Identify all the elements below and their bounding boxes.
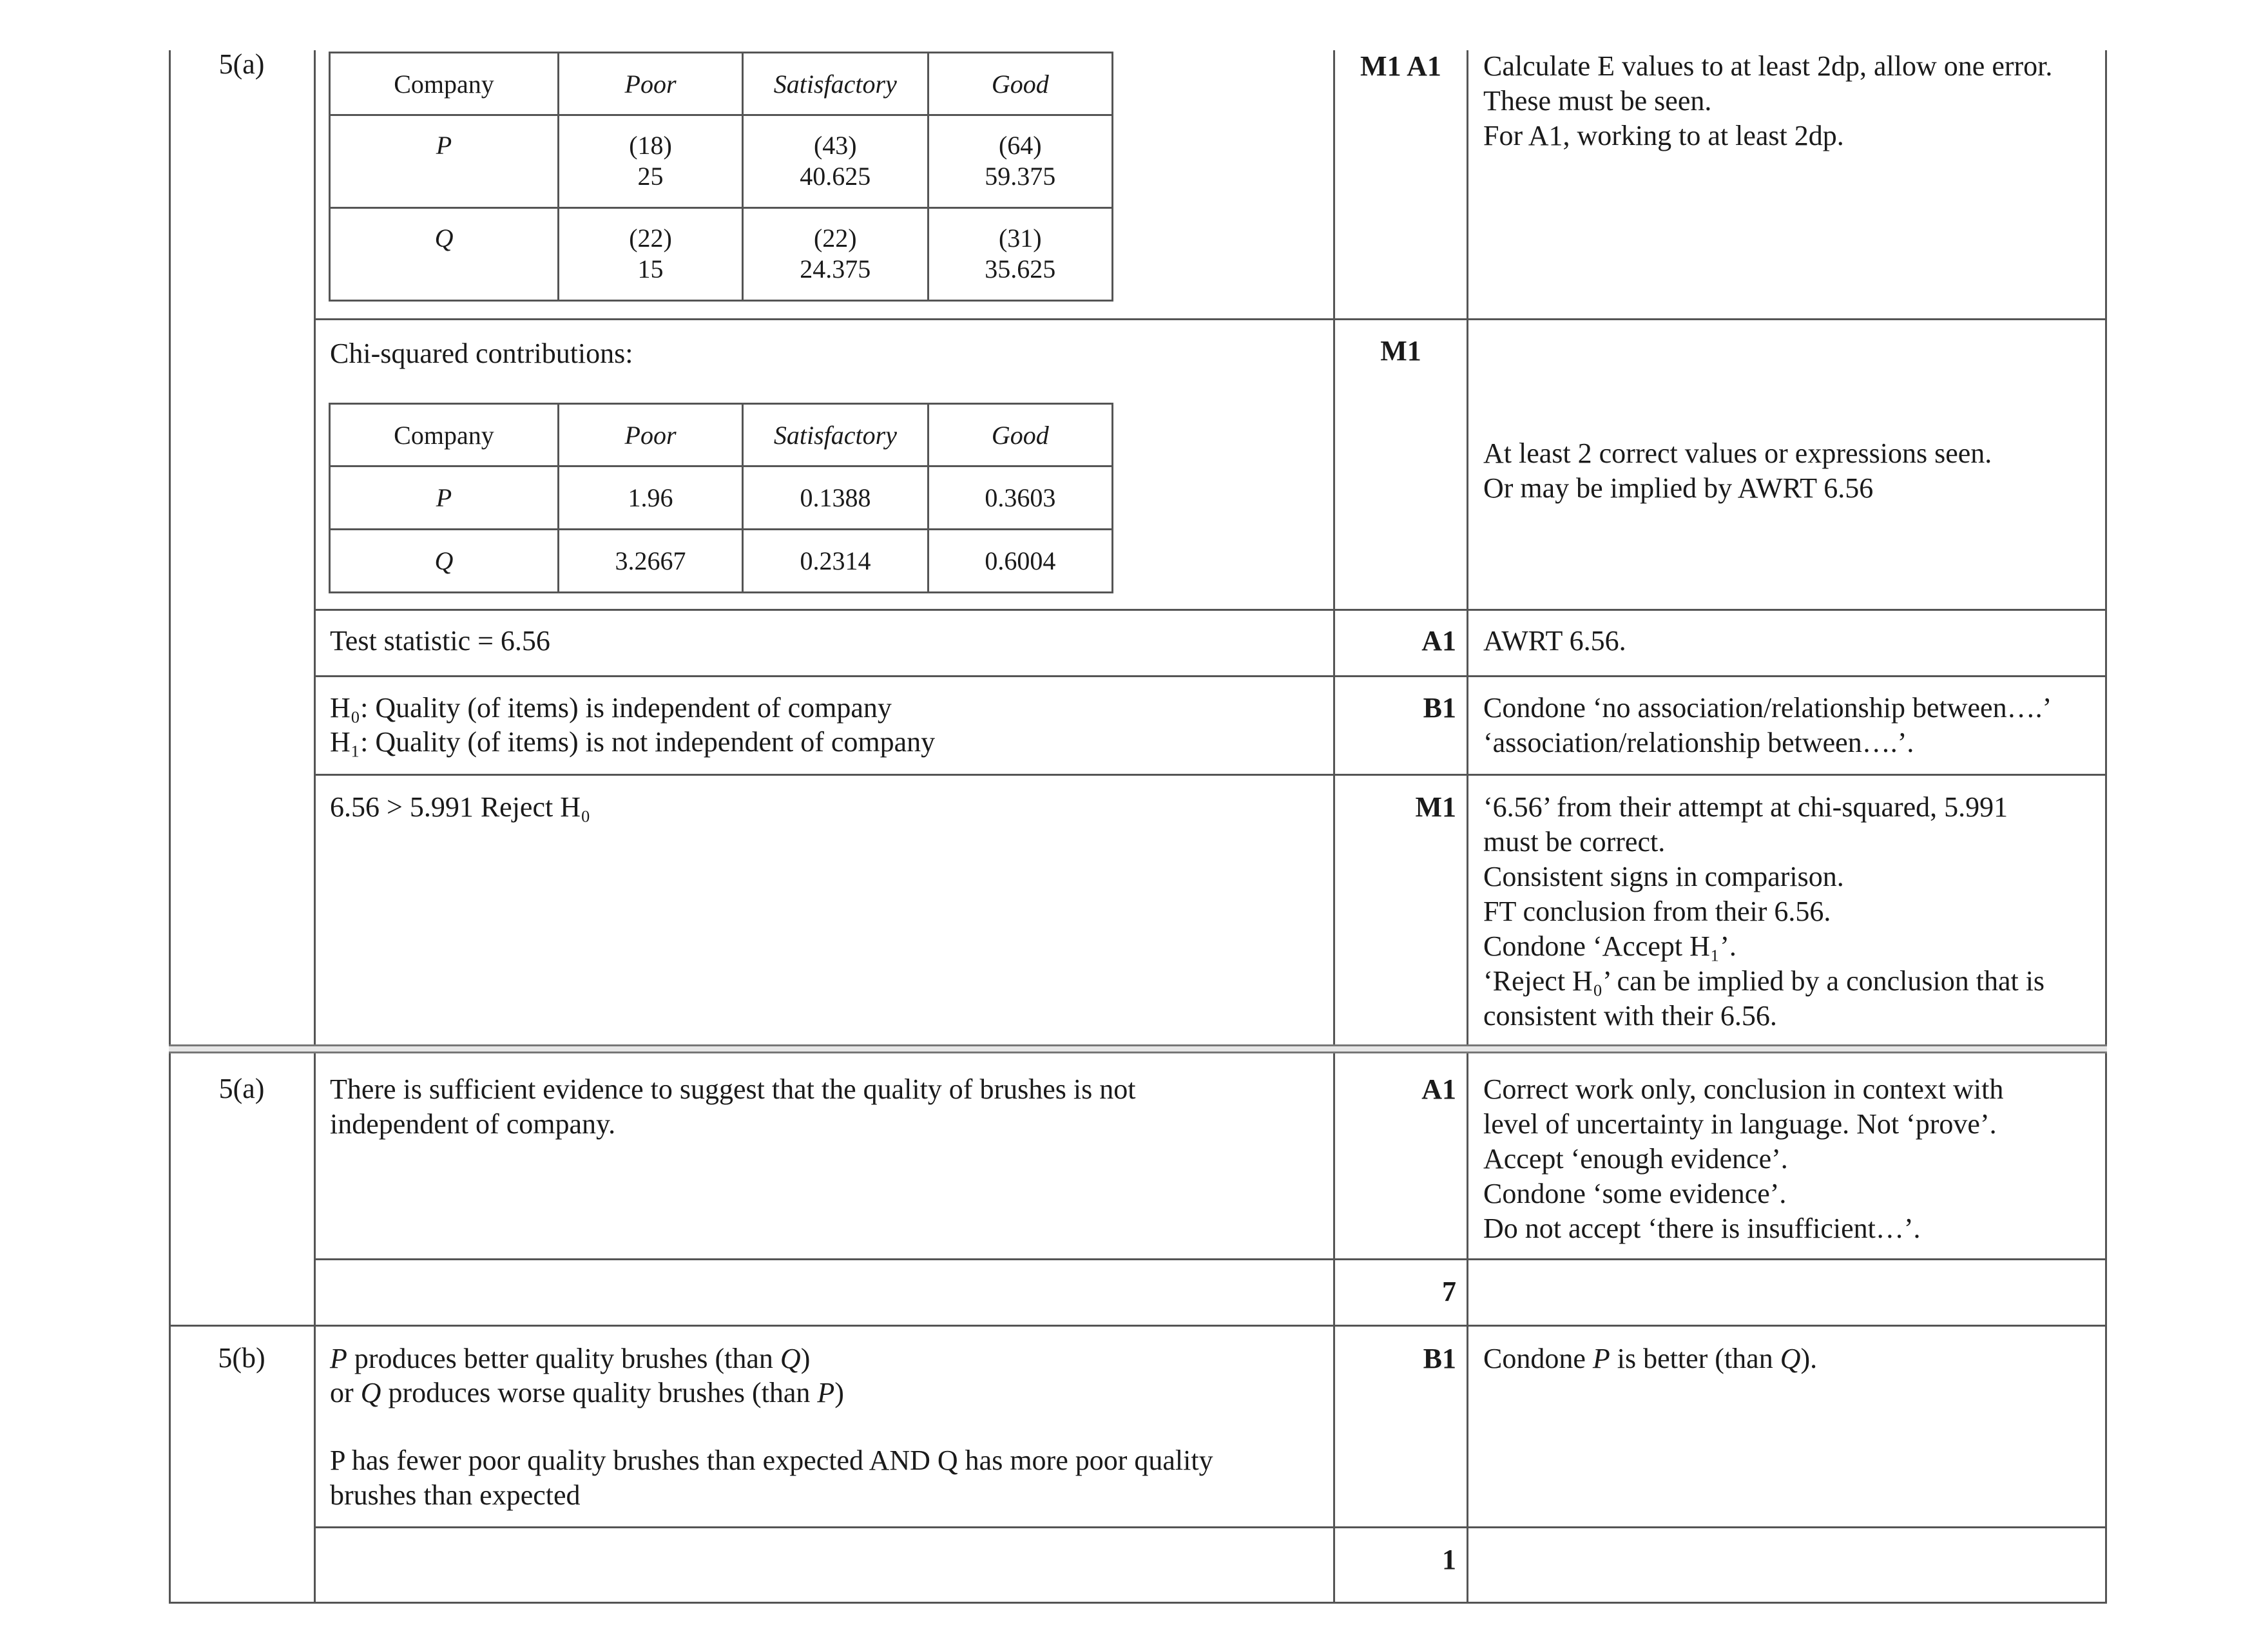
marks-label: A1: [1421, 625, 1456, 657]
header-poor: Poor: [559, 53, 743, 115]
header-good: Good: [928, 404, 1112, 466]
comparison-answer: 6.56 > 5.991 Reject H₀: [330, 791, 591, 823]
expected-value: 24.375: [800, 255, 871, 283]
question-number: 5(a): [218, 1073, 265, 1104]
conclusion-answer: There is sufficient evidence to suggest that the quality of brushes is not independent of company.: [330, 1073, 1136, 1140]
observed-value: (43): [813, 131, 857, 160]
marks-label: B1: [1423, 692, 1456, 724]
table-cell: 1.96: [558, 466, 742, 530]
alternative-hypothesis: H₁: Quality (of items) is not independent of company: [330, 726, 936, 758]
marks-label: M1 A1: [1360, 50, 1441, 82]
expected-values-table: [329, 52, 1113, 302]
table-cell: 0.1388: [743, 466, 928, 530]
answer-text: or: [330, 1377, 361, 1408]
row-divider: [314, 774, 2107, 776]
total-marks: 7: [1442, 1276, 1456, 1307]
question-divider: [169, 1325, 2107, 1327]
marks-label: A1: [1421, 1073, 1456, 1105]
guidance-text-part: ).: [1800, 1343, 1818, 1374]
company-p: P: [330, 1343, 347, 1374]
row-divider: [314, 609, 2107, 611]
header-satisfactory: Satisfactory: [743, 404, 928, 466]
guidance-text: AWRT 6.56.: [1483, 625, 1626, 657]
question-number: 5(a): [218, 48, 265, 80]
observed-value: (22): [813, 224, 857, 253]
table-row: [330, 208, 1113, 301]
company-q: Q: [1780, 1343, 1801, 1374]
table-row: [330, 115, 1113, 208]
marks-column-left-border: [1333, 50, 1335, 1603]
table-cell: 3.2667: [558, 530, 742, 593]
observed-value: (64): [998, 131, 1042, 160]
table-cell: [743, 115, 928, 208]
guidance-text: Correct work only, conclusion in context with level of uncertainty in language. Not ‘prove’. Accept ‘enough evidence’. Condone ‘some evidence’. Do not accept ‘there is insufficient…’.: [1483, 1073, 2004, 1244]
row-divider: [314, 1258, 2107, 1260]
row-divider: [314, 318, 2107, 320]
company-q: Q: [360, 1377, 381, 1408]
table-cell: 0.3603: [928, 466, 1112, 530]
header-poor: Poor: [558, 404, 742, 466]
guidance-text-part: is better (than: [1610, 1343, 1780, 1374]
table-header-row: [330, 53, 1113, 115]
answer-line-1: [330, 1341, 810, 1376]
company-cell: P: [330, 466, 559, 530]
company-p: P: [1592, 1343, 1610, 1374]
guidance-text: [1483, 1341, 2102, 1376]
guidance-text-part: Condone: [1483, 1343, 1593, 1374]
header-good: Good: [928, 53, 1112, 115]
company-q: Q: [780, 1343, 801, 1374]
table-cell: [559, 115, 743, 208]
chi-squared-caption: Chi-squared contributions:: [330, 338, 633, 369]
company-cell: Q: [330, 208, 559, 301]
guidance-text: At least 2 correct values or expressions seen. Or may be implied by AWRT 6.56: [1483, 437, 1992, 504]
answer-text: ): [800, 1343, 811, 1374]
expected-value: 15: [637, 255, 664, 283]
table-cell: [928, 208, 1112, 301]
table-cell: [559, 208, 743, 301]
header-satisfactory: Satisfactory: [743, 53, 928, 115]
marks-label: M1: [1415, 791, 1456, 823]
total-marks: 1: [1442, 1544, 1456, 1575]
row-divider: [314, 1526, 2107, 1528]
table-bottom-border: [169, 1602, 2107, 1604]
observed-value: (31): [998, 224, 1042, 253]
null-hypothesis: H₀: Quality (of items) is independent of company: [330, 692, 892, 724]
question-number: 5(b): [218, 1342, 265, 1374]
answer-text: produces better quality brushes (than: [347, 1343, 780, 1374]
header-company: Company: [330, 53, 559, 115]
chi-squared-contributions-table: [329, 403, 1113, 593]
guidance-text: ‘6.56’ from their attempt at chi-squared, 5.991 must be correct. Consistent signs in comparison. FT conclusion from their 6.56. Condone ‘Accept H₁’. ‘Reject H₀’ can be implied by a conclusion that is consistent with their 6.56.: [1483, 791, 2045, 1032]
answer-text: ): [834, 1377, 844, 1408]
company-p: P: [817, 1377, 835, 1408]
answer-column-left-border: [314, 50, 316, 1603]
marks-label: M1: [1380, 335, 1421, 367]
table-cell: [743, 208, 928, 301]
expected-value: 25: [637, 162, 664, 191]
guidance-text: Condone ‘no association/relationship between….’ ‘association/relationship between….’.: [1483, 692, 2052, 758]
company-cell: Q: [330, 530, 559, 593]
table-cell: 0.2314: [743, 530, 928, 593]
row-divider: [314, 675, 2107, 677]
table-cell: 0.6004: [928, 530, 1112, 593]
expected-value: 40.625: [800, 162, 871, 191]
outer-right-border: [2105, 50, 2107, 1603]
table-header-row: [330, 404, 1113, 466]
answer-line-2: [330, 1376, 844, 1410]
table-cell: [928, 115, 1112, 208]
header-company: Company: [330, 404, 559, 466]
answer-paragraph: P has fewer poor quality brushes than expected AND Q has more poor quality brushes than expected: [330, 1445, 1213, 1511]
observed-value: (22): [629, 224, 672, 253]
guidance-text: Calculate E values to at least 2dp, allow one error. These must be seen. For A1, working to at least 2dp.: [1483, 50, 2053, 151]
guidance-column-left-border: [1467, 50, 1468, 1603]
marks-label: B1: [1423, 1343, 1456, 1374]
table-row: [330, 466, 1113, 530]
answer-text: produces worse quality brushes (than: [381, 1377, 818, 1408]
observed-value: (18): [629, 131, 672, 160]
page-break-separator: [169, 1044, 2107, 1053]
company-cell: P: [330, 115, 559, 208]
test-statistic-answer: Test statistic = 6.56: [330, 625, 550, 657]
table-row: [330, 530, 1113, 593]
expected-value: 35.625: [985, 255, 1056, 283]
expected-value: 59.375: [985, 162, 1056, 191]
